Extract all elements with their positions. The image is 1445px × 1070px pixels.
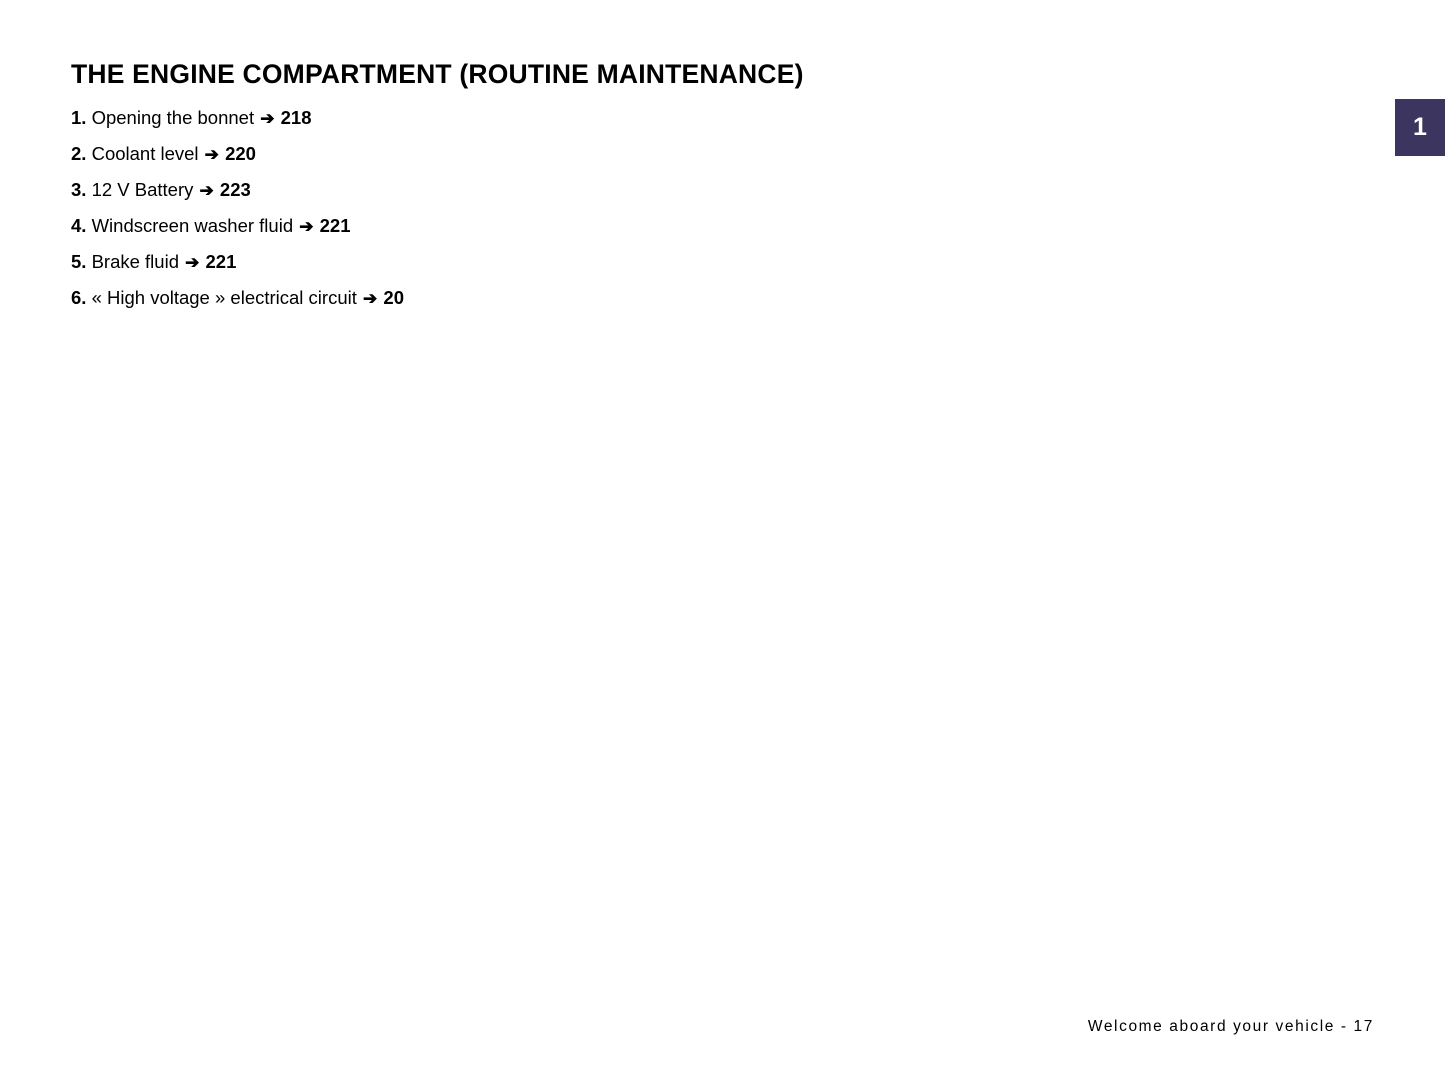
list-item-page-number: 221	[319, 215, 351, 236]
chapter-tab: 1	[1395, 99, 1445, 156]
arrow-right-icon: ➔	[185, 253, 200, 272]
list-item[interactable]	[71, 208, 404, 244]
list-item[interactable]	[71, 136, 404, 172]
page-title: THE ENGINE COMPARTMENT (ROUTINE MAINTENANCE)	[71, 58, 804, 89]
list-item-page-number: 220	[225, 143, 256, 164]
arrow-right-icon: ➔	[199, 181, 214, 200]
list-item-page-number: 223	[219, 179, 251, 200]
arrow-right-icon: ➔	[363, 289, 378, 308]
arrow-right-icon: ➔	[260, 109, 275, 128]
list-item-label: Opening the bonnet	[91, 107, 255, 128]
arrow-right-icon: ➔	[299, 217, 314, 236]
arrow-right-icon: ➔	[204, 145, 219, 164]
list-item-number: 4.	[71, 215, 87, 236]
list-item-label: 12 V Battery	[91, 179, 194, 200]
list-item-number: 2.	[71, 143, 87, 164]
list-item-label: Brake fluid	[91, 251, 179, 272]
page-footer: Welcome aboard your vehicle - 17	[1087, 1018, 1374, 1035]
list-item-number: 5.	[71, 251, 87, 272]
table-of-contents	[71, 100, 404, 316]
list-item-number: 6.	[71, 287, 87, 308]
list-item[interactable]	[71, 280, 404, 316]
list-item-page-number: 218	[280, 107, 312, 128]
list-item-page-number: 20	[383, 287, 404, 308]
list-item-number: 3.	[71, 179, 87, 200]
list-item-number: 1.	[71, 107, 87, 128]
list-item-label: Windscreen washer fluid	[91, 215, 294, 236]
list-item[interactable]	[71, 100, 404, 136]
list-item-page-number: 221	[205, 251, 237, 272]
list-item-label: « High voltage » electrical circuit	[91, 287, 357, 308]
list-item-label: Coolant level	[91, 143, 199, 164]
list-item[interactable]	[71, 172, 404, 208]
list-item[interactable]	[71, 244, 404, 280]
